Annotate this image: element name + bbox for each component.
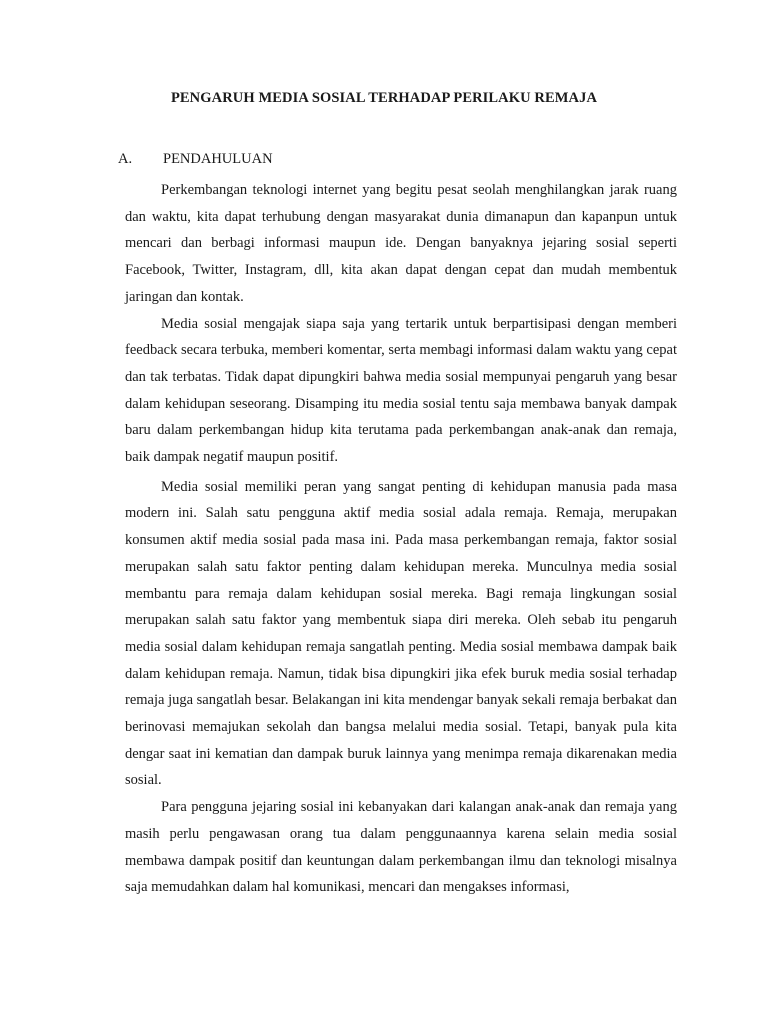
document-body xyxy=(125,177,677,901)
paragraph: Perkembangan teknologi internet yang begitu pesat seolah menghilangkan jarak ruang dan waktu, kita dapat terhubung dengan masyarakat dunia dimanapun dan kapanpun untuk mencari dan berbagi informasi maupun ide. Dengan banyaknya jejaring sosial seperti Facebook, Twitter, Instagram, dll, kita akan dapat dengan cepat dan mudah membentuk jaringan dan kontak. xyxy=(125,182,677,305)
section-heading xyxy=(118,151,273,168)
section-title: PENDAHULUAN xyxy=(163,151,273,167)
section-number: A. xyxy=(118,151,133,167)
document-title: PENGARUH MEDIA SOSIAL TERHADAP PERILAKU REMAJA xyxy=(170,90,598,106)
paragraph: Media sosial mengajak siapa saja yang tertarik untuk berpartisipasi dengan memberi feedback secara terbuka, memberi komentar, serta membagi informasi dalam waktu yang cepat dan tak terbatas. Tidak dapat dipungkiri bahwa media sosial mempunyai pengaruh yang besar dalam kehidupan seseorang. Disamping itu media sosial tentu saja membawa banyak dampak baru dalam perkembangan hidup kita terutama pada perkembangan anak-anak dan remaja, baik dampak negatif maupun positif. xyxy=(125,315,677,466)
paragraph: Media sosial memiliki peran yang sangat penting di kehidupan manusia pada masa modern ini. Salah satu pengguna aktif media sosial adala remaja. Remaja, merupakan konsumen aktif media sosial pada masa ini. Pada masa perkembangan remaja, faktor sosial merupakan salah satu faktor penting dalam kehidupan mereka. Munculnya media sosial membantu para remaja dalam kehidupan sosial mereka. Bagi remaja lingkungan sosial merupakan salah satu faktor yang membentuk siapa diri mereka. Oleh sebab itu pengaruh media sosial dalam kehidupan remaja sangatlah penting. Media sosial membawa dampak baik dalam kehidupan remaja. Namun, tidak bisa dipungkiri jika efek buruk media sosial terhadap remaja juga sangatlah besar. Belakangan ini kita mendengar banyak sekali remaja berbakat dan berinovasi memajukan sekolah dan bangsa melalui media sosial. Tetapi, banyak pula kita dengar saat ini kematian dan dampak buruk lainnya yang menimpa remaja dikarenakan media sosial. xyxy=(125,478,677,789)
paragraph: Para pengguna jejaring sosial ini kebanyakan dari kalangan anak-anak dan remaja yang masih perlu pengawasan orang tua dalam penggunaannya karena selain media sosial membawa dampak positif dan keuntungan dalam perkembangan ilmu dan teknologi misalnya saja memudahkan dalam hal komunikasi, mencari dan mengakses informasi, xyxy=(125,799,677,896)
